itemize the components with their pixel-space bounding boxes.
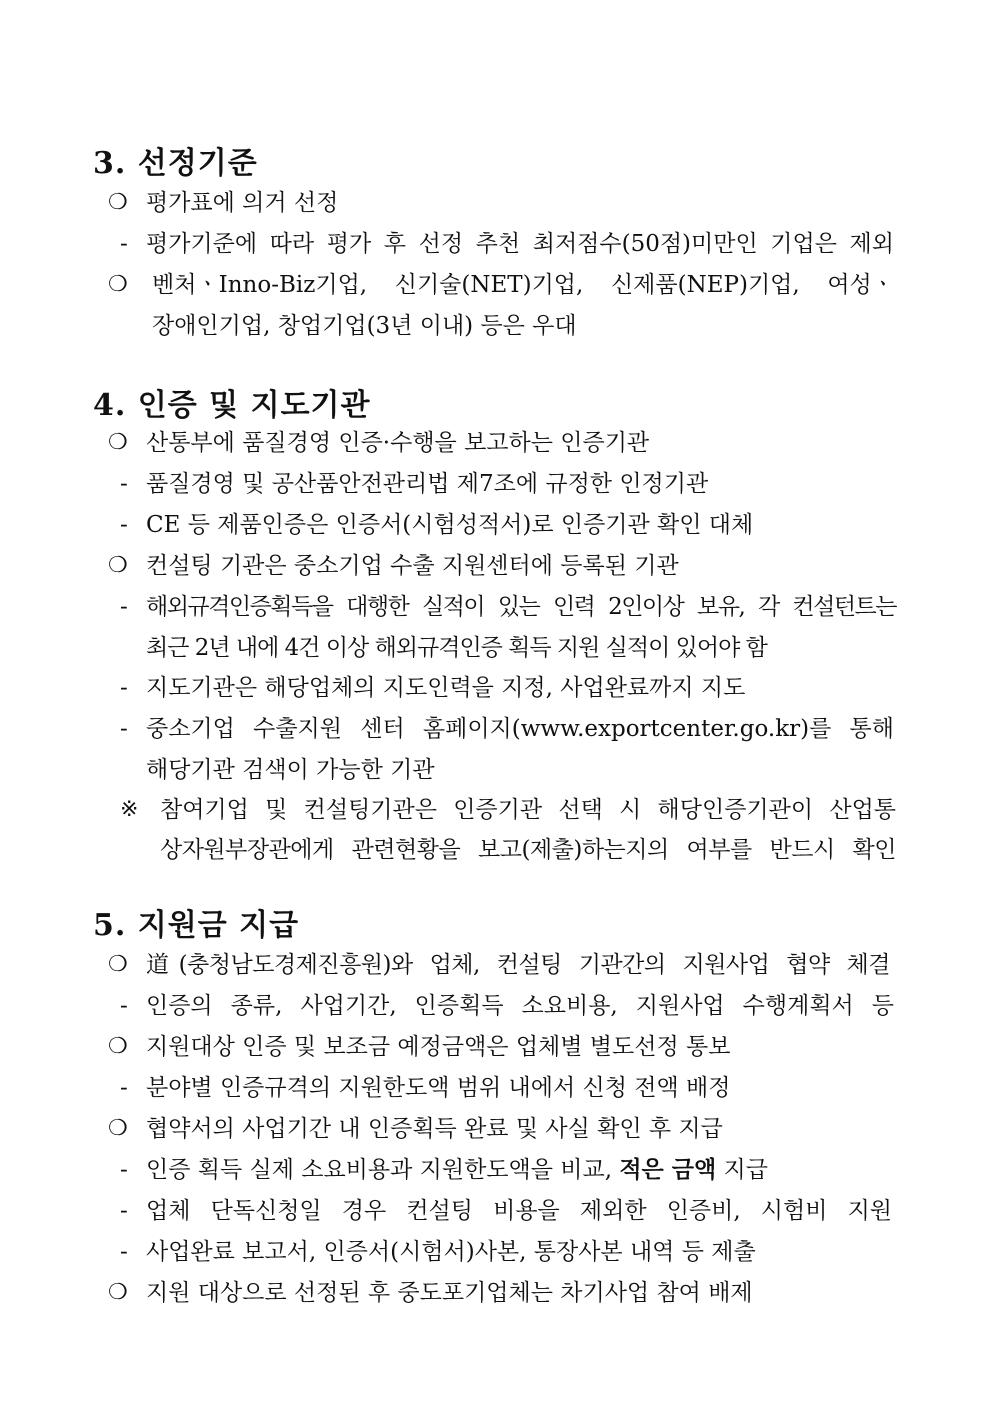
dash-icon: - <box>120 1198 128 1224</box>
circle-bullet-icon: ❍ <box>108 1280 128 1305</box>
dash-icon: - <box>120 231 128 257</box>
s4-dash-1-text: 품질경영 및 공산품안전관리법 제7조에 규정한 인정기관 <box>146 471 709 497</box>
s5-dash-1-text: 인증의 종류, 사업기간, 인증획득 소요비용, 지원사업 수행계획서 등 <box>146 993 894 1019</box>
s5-dash-3-text-pre: 인증 획득 실제 소요비용과 지원한도액을 비교, <box>146 1157 620 1183</box>
dash-icon: - <box>120 993 128 1019</box>
reference-mark-icon: ※ <box>120 797 139 822</box>
s4-dash-5-text-line2: 해당기관 검색이 가능한 기관 <box>146 757 435 783</box>
circle-bullet-icon: ❍ <box>108 1116 128 1141</box>
s4-note-text-line1: 참여기업 및 컨설팅기관은 인증기관 선택 시 해당인증기관이 산업통 <box>160 797 897 823</box>
s5-bullet-1-text: 道(충청남도경제진흥원)와 업체, 컨설팅 기관간의 지원사업 협약 체결 <box>146 952 890 978</box>
s4-note-text-line2: 상자원부장관에게 관련현황을 보고(제출)하는지의 여부를 반드시 확인 <box>160 837 896 863</box>
s5-dash-3-text <box>146 1155 768 1185</box>
s5-dash-2-text: 분야별 인증규격의 지원한도액 범위 내에서 신청 전액 배정 <box>146 1075 731 1101</box>
circle-bullet-icon: ❍ <box>108 190 128 215</box>
s5-dash-4-text: 업체 단독신청일 경우 컨설팅 비용을 제외한 인증비, 시험비 지원 <box>146 1198 892 1224</box>
s5-bullet-2-text: 지원대상 인증 및 보조금 예정금액은 업체별 별도선정 통보 <box>146 1034 731 1060</box>
dash-icon: - <box>120 1239 128 1265</box>
dash-icon: - <box>120 1075 128 1101</box>
s3-dash-1-text: 평가기준에 따라 평가 후 선정 추천 최저점수(50점)미만인 기업은 제외 <box>146 231 894 257</box>
s3-bullet-1-text: 평가표에 의거 선정 <box>146 190 339 216</box>
s5-bullet-4-text: 지원 대상으로 선정된 후 중도포기업체는 차기사업 참여 배제 <box>146 1280 753 1306</box>
s4-dash-5-text-line1: 중소기업 수출지원 센터 홈페이지(www.exportcenter.go.kr)를 통해 <box>146 716 894 742</box>
s5-dash-5-text: 사업완료 보고서, 인증서(시험서)사본, 통장사본 내역 등 제출 <box>146 1239 756 1265</box>
dash-icon: - <box>120 716 128 742</box>
circle-bullet-icon: ❍ <box>108 553 128 578</box>
s4-bullet-2-text: 컨설팅 기관은 중소기업 수출 지원센터에 등록된 기관 <box>146 553 679 579</box>
dash-icon: - <box>120 675 128 701</box>
circle-bullet-icon: ❍ <box>108 430 128 455</box>
s4-dash-4-text: 지도기관은 해당업체의 지도인력을 지정, 사업완료까지 지도 <box>146 675 746 701</box>
section-5-title: 5. 지원금 지급 <box>93 908 300 943</box>
circle-bullet-icon: ❍ <box>108 952 128 977</box>
s5-bullet-3-text: 협약서의 사업기간 내 인증획득 완료 및 사실 확인 후 지급 <box>146 1116 723 1142</box>
dash-icon: - <box>120 512 128 538</box>
circle-bullet-icon: ❍ <box>108 272 128 297</box>
s3-bullet-2-text-line1: 벤처ㆍInno-Biz기업, 신기술(NET)기업, 신제품(NEP)기업, 여성ㆍ <box>152 272 894 298</box>
s3-bullet-2-text-line2: 장애인기업, 창업기업(3년 이내) 등은 우대 <box>152 313 577 339</box>
s4-dash-3-text-line1: 해외규격인증획득을 대행한 실적이 있는 인력 2인이상 보유, 각 컨설턴트는 <box>146 594 896 620</box>
s4-dash-2-text: CE 등 제품인증은 인증서(시험성적서)로 인증기관 확인 대체 <box>146 512 754 538</box>
s5-dash-3-emphasis: 적은 금액 <box>619 1156 717 1183</box>
s4-bullet-1-text: 산통부에 품질경영 인증·수행을 보고하는 인증기관 <box>146 430 650 456</box>
s4-dash-3-text-line2: 최근 2년 내에 4건 이상 해외규격인증 획득 지원 실적이 있어야 함 <box>146 635 767 661</box>
section-4-title: 4. 인증 및 지도기관 <box>93 388 371 423</box>
circle-bullet-icon: ❍ <box>108 1034 128 1059</box>
dash-icon: - <box>120 1157 128 1183</box>
section-3-title: 3. 선정기준 <box>93 146 258 181</box>
dash-icon: - <box>120 594 128 620</box>
dash-icon: - <box>120 471 128 497</box>
s5-dash-3-text-post: 지급 <box>716 1157 768 1183</box>
